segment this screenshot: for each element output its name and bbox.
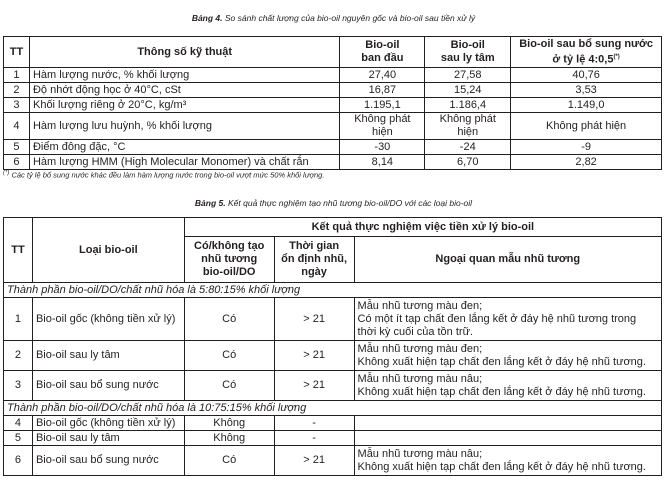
row-param: Hàm lượng nước, % khối lượng [29,68,339,83]
table4-header-col1-line2: ban đầu [361,52,404,64]
table5-caption-text: Kết quả thực nghiệm tạo nhũ tương bio-oil/DO với các loại bio-oil [228,198,473,208]
appearance-line: Mẫu nhũ tương màu nâu; [357,372,483,385]
table5-header-time-line2: ổn định nhũ, [281,253,348,265]
appearance-line: Mẫu nhũ tương màu nâu; [357,447,483,460]
row-emulsion: Có [184,341,274,371]
row-value-initial: 1.195,1 [340,98,425,113]
row-value-water-added: 2,82 [511,155,662,170]
table-row [4,298,662,341]
row-tt: 1 [4,68,30,83]
row-type: Bio-oil gốc (không tiền xử lý) [32,298,184,341]
table5-header-emulsion-line2: nhũ tương [201,253,258,265]
table4-header-col3-sup: (*) [613,53,620,60]
table-row [4,416,662,431]
table4-header-col3 [511,37,662,68]
row-value-centrifuged: 15,24 [425,83,511,98]
table5-header-emulsion-line1: Có/không tạo [194,240,265,252]
table5-header-group: Kết quả thực nghiệm việc tiền xử lý bio-oil [184,218,661,237]
table4-header-col2-line1: Bio-oil [450,39,485,51]
row-tt: 3 [4,98,30,113]
appearance-line: Không xuất hiện tạp chất đen lắng kết ở đáy hệ nhũ tương. [357,355,646,368]
table-row [4,68,662,83]
row-appearance [354,431,661,446]
table-row [4,341,662,371]
row-tt: 4 [4,113,30,140]
table-row [4,155,662,170]
table-row [4,446,662,476]
table-row [4,98,662,113]
appearance-line: Mẫu nhũ tương màu đen; [357,299,483,312]
row-tt: 1 [4,298,33,341]
row-value-water-added: 40,76 [511,68,662,83]
section-row [4,283,662,298]
row-emulsion: Không [184,431,274,446]
table4-header-col3-line2: ở tỷ lệ 4:0,5 [552,53,614,66]
row-tt: 2 [4,83,30,98]
table5-header-appearance: Ngoại quan mẫu nhũ tương [354,237,661,283]
table4-footnote-mark: (*) [3,170,10,176]
table5 [3,217,662,476]
row-value-centrifuged: 6,70 [425,155,511,170]
section-label: Thành phần bio-oil/DO/chất nhũ hóa là 10:75:15% khối lượng [4,401,662,416]
section-label: Thành phần bio-oil/DO/chất nhũ hóa là 5:80:15% khối lượng [4,283,662,298]
row-tt: 5 [4,140,30,155]
table4-caption-text: So sánh chất lượng của bio-oil nguyên gốc và bio-oil sau tiền xử lý [224,13,476,23]
table4-header-col3-line1: Bio-oil sau bổ sung nước [519,37,653,50]
row-value-initial: 27,40 [340,68,425,83]
appearance-line: Không xuất hiện tạp chất đen lắng kết ở đáy hệ nhũ tương. [357,460,646,473]
table5-header-time-line1: Thời gian [289,240,340,252]
table-row [4,431,662,446]
row-tt: 5 [4,431,33,446]
table5-caption [0,198,667,208]
row-param: Hàm lượng HMM (High Molecular Monomer) và chất rắn [29,155,339,170]
table4-header-col2 [425,37,511,68]
row-appearance [354,371,661,401]
table4-caption [0,13,667,23]
row-tt: 3 [4,371,33,401]
section-row [4,401,662,416]
row-type: Bio-oil sau ly tâm [32,341,184,371]
row-time: - [274,431,354,446]
appearance-line: Mẫu nhũ tương màu đen; [357,342,483,355]
row-emulsion: Có [184,446,274,476]
table4-header-col1 [340,37,425,68]
row-param: Hàm lượng lưu huỳnh, % khối lượng [29,113,339,140]
table4-header-row [4,37,662,68]
table4 [3,36,662,170]
row-value-initial: Không phát hiện [340,113,425,140]
appearance-line: Có một ít tạp chất đen lắng kết ở đáy hệ nhũ tương trong [357,312,637,325]
table5-header-emulsion-line3: bio-oil/DO [202,266,256,278]
table5-header-time-line3: ngày [301,266,327,278]
row-tt: 6 [4,446,33,476]
table5-header-tt: TT [4,218,33,283]
table5-header-emulsion [184,237,274,283]
row-value-initial: 16,87 [340,83,425,98]
table5-header-time [274,237,354,283]
table-row [4,140,662,155]
row-value-centrifuged: Không phát hiện [425,113,511,140]
row-type: Bio-oil sau bổ sung nước [32,371,184,401]
row-value-centrifuged: 1.186,4 [425,98,511,113]
row-value-centrifuged: 27,58 [425,68,511,83]
row-value-water-added: 1.149,0 [511,98,662,113]
table4-header-tt: TT [4,37,30,68]
row-param: Khối lượng riêng ở 20°C, kg/m³ [29,98,339,113]
table5-header-type: Loại bio-oil [32,218,184,283]
row-value-water-added: 3,53 [511,83,662,98]
row-type: Bio-oil sau ly tâm [32,431,184,446]
table4-header-col2-line2: sau ly tâm [440,52,495,64]
appearance-line: thời kỳ cuối của tồn trữ. [357,325,473,338]
row-emulsion: Không [184,416,274,431]
table4-header-col1-line1: Bio-oil [365,39,400,51]
row-tt: 6 [4,155,30,170]
row-appearance [354,416,661,431]
table4-header-param: Thông số kỹ thuật [29,37,339,68]
table5-caption-label: Bảng 5. [194,198,226,208]
row-value-water-added: -9 [511,140,662,155]
row-time: > 21 [274,341,354,371]
table4-footnote [3,170,324,180]
table5-header-row-1 [4,218,662,237]
row-value-initial: 8,14 [340,155,425,170]
row-tt: 4 [4,416,33,431]
row-emulsion: Có [184,371,274,401]
row-time: > 21 [274,446,354,476]
row-value-water-added: Không phát hiện [511,113,662,140]
row-param: Điểm đông đặc, °C [29,140,339,155]
row-appearance [354,341,661,371]
table4-footnote-text: Các tỷ lệ bổ sung nước khác đều làm hàm lượng nước trong bio-oil vượt mức 50% khối lượng. [11,170,325,180]
row-value-initial: -30 [340,140,425,155]
table-row [4,371,662,401]
row-appearance [354,446,661,476]
table-row [4,113,662,140]
row-time: - [274,416,354,431]
row-emulsion: Có [184,298,274,341]
row-appearance [354,298,661,341]
table4-caption-label: Bảng 4. [191,13,223,23]
row-type: Bio-oil gốc (không tiền xử lý) [32,416,184,431]
row-time: > 21 [274,371,354,401]
row-value-centrifuged: -24 [425,140,511,155]
row-time: > 21 [274,298,354,341]
row-type: Bio-oil sau bổ sung nước [32,446,184,476]
row-tt: 2 [4,341,33,371]
appearance-line: Không xuất hiện tạp chất đen lắng kết ở đáy hệ nhũ tương. [357,385,646,398]
row-param: Độ nhớt động học ở 40°C, cSt [29,83,339,98]
table-row [4,83,662,98]
